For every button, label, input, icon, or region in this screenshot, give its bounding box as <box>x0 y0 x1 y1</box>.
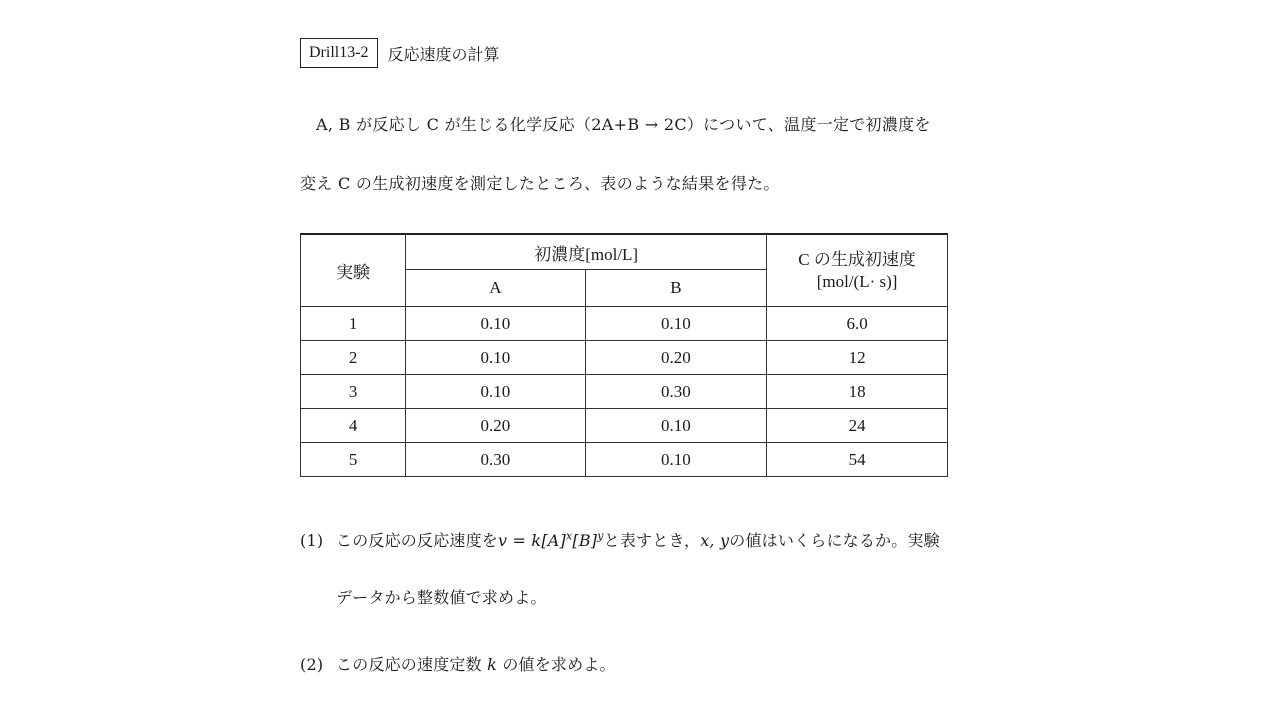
question-2-text-before: この反応の速度定数 <box>336 655 482 674</box>
cell-experiment: 3 <box>301 375 406 409</box>
cell-rate: 24 <box>767 409 948 443</box>
rate-law-formula <box>498 531 604 550</box>
header-rate-unit: [mol/(L· s)] <box>816 271 898 291</box>
cell-b: 0.30 <box>585 375 767 409</box>
cell-a: 0.10 <box>406 341 586 375</box>
table-row <box>301 443 948 477</box>
rate-law-formula-b: [B] <box>572 531 598 550</box>
exponent-y: y <box>597 529 604 543</box>
header-experiment: 実験 <box>301 234 406 307</box>
cell-b: 0.10 <box>585 409 767 443</box>
header-rate <box>767 234 948 307</box>
cell-experiment: 5 <box>301 443 406 477</box>
cell-b: 0.20 <box>585 341 767 375</box>
question-2 <box>300 652 616 675</box>
cell-experiment: 2 <box>301 341 406 375</box>
results-table <box>300 233 948 477</box>
cell-rate: 6.0 <box>767 307 948 341</box>
intro-line-1: A, B が反応し C が生じる化学反応（2A+B → 2C）について、温度一定で初濃度を <box>316 115 931 134</box>
page-title: 反応速度の計算 <box>387 44 500 64</box>
question-1-text-end: の値はいくらになるか。実験 <box>729 531 940 550</box>
cell-b: 0.10 <box>585 443 767 477</box>
question-1-text-before: この反応の反応速度を <box>336 531 499 550</box>
cell-experiment: 1 <box>301 307 406 341</box>
question-2-text-after: の値を求めよ。 <box>502 655 616 674</box>
cell-rate: 54 <box>767 443 948 477</box>
question-1-text-after: と表すとき， <box>603 531 701 550</box>
header-initial-concentration: 初濃度[mol/L] <box>406 234 767 270</box>
drill-id-badge: Drill13-2 <box>300 38 378 68</box>
question-1-vars: x, y <box>700 531 730 550</box>
table-row <box>301 375 948 409</box>
table-row <box>301 409 948 443</box>
intro-line-2: 変え C の生成初速度を測定したところ、表のような結果を得た。 <box>300 174 780 193</box>
table-row <box>301 341 948 375</box>
header-a: A <box>406 270 586 307</box>
header-rate-title: C の生成初速度 <box>798 249 916 269</box>
cell-a: 0.20 <box>406 409 586 443</box>
rate-law-formula-a: v = k[A] <box>498 531 566 550</box>
cell-a: 0.30 <box>406 443 586 477</box>
cell-experiment: 4 <box>301 409 406 443</box>
title-row <box>300 38 500 68</box>
question-2-number: (2) <box>300 655 324 674</box>
exponent-x: x <box>565 529 573 543</box>
question-1-number: (1) <box>300 531 324 550</box>
cell-a: 0.10 <box>406 307 586 341</box>
question-1-line-2: データから整数値で求めよ。 <box>336 588 547 607</box>
header-b: B <box>585 270 767 307</box>
table-row <box>301 307 948 341</box>
cell-b: 0.10 <box>585 307 767 341</box>
question-1 <box>300 528 940 551</box>
cell-a: 0.10 <box>406 375 586 409</box>
cell-rate: 18 <box>767 375 948 409</box>
cell-rate: 12 <box>767 341 948 375</box>
rate-constant-var: k <box>487 655 498 674</box>
